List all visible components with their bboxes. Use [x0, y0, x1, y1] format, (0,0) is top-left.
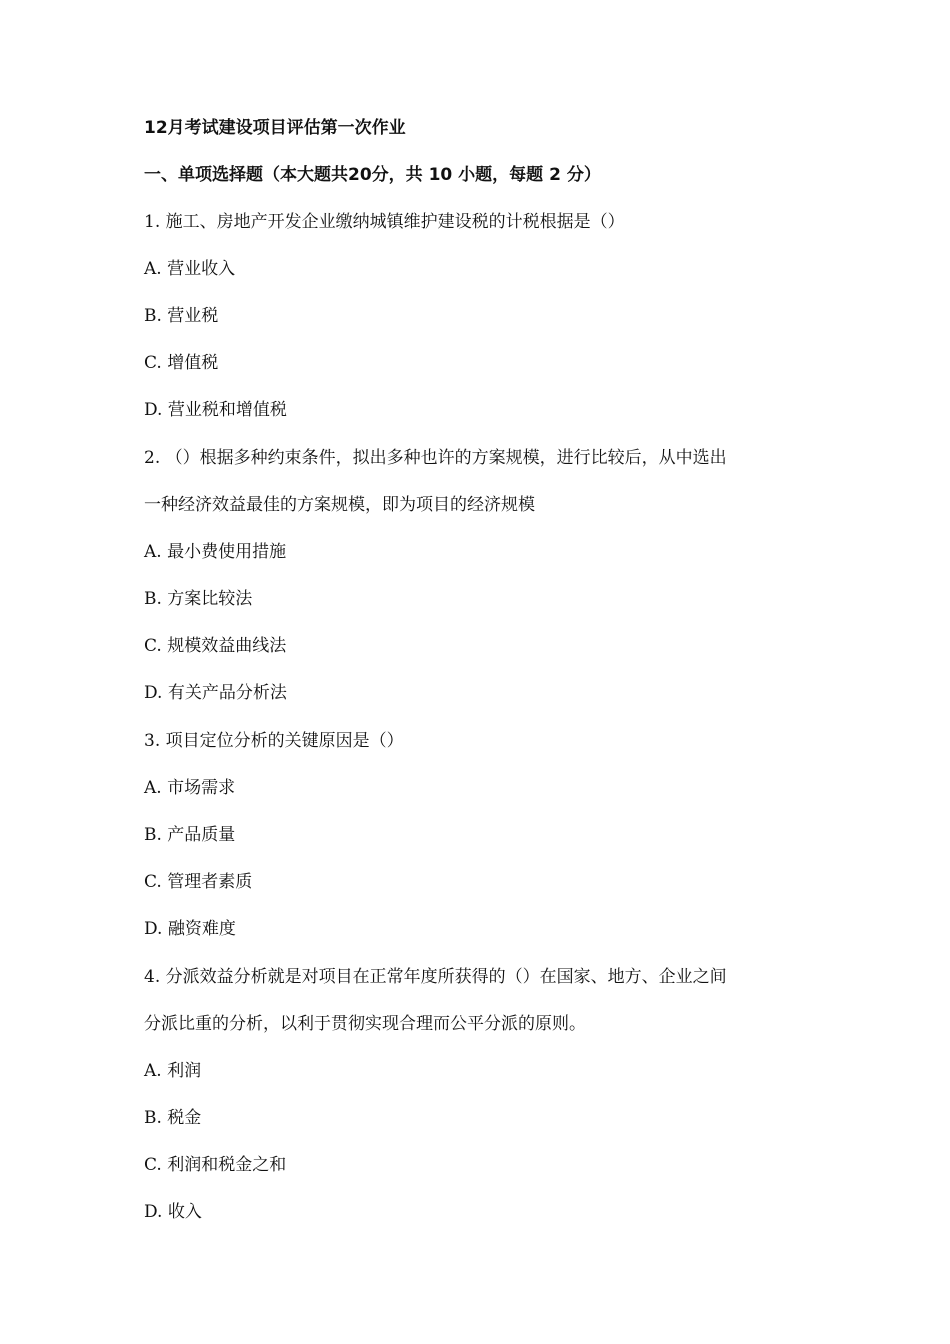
question-2-option-c: C. 规模效益曲线法 — [144, 636, 287, 656]
question-3-text: 3. 项目定位分析的关键原因是（） — [144, 731, 404, 751]
question-2-option-a: A. 最小费使用措施 — [144, 542, 287, 562]
question-1-text: 1. 施工、房地产开发企业缴纳城镇维护建设税的计税根据是（） — [144, 212, 625, 232]
question-4-option-b: B. 税金 — [144, 1108, 202, 1128]
question-1-option-c: C. 增值税 — [144, 353, 219, 373]
question-3-option-d: D. 融资难度 — [144, 919, 236, 939]
question-4-option-c: C. 利润和税金之和 — [144, 1155, 287, 1175]
question-4-text-line-1: 4. 分派效益分析就是对项目在正常年度所获得的（）在国家、地方、企业之间 — [144, 967, 727, 987]
question-2-option-b: B. 方案比较法 — [144, 589, 253, 609]
question-4-option-d: D. 收入 — [144, 1202, 202, 1222]
question-1-option-a: A. 营业收入 — [144, 259, 236, 279]
question-3-option-b: B. 产品质量 — [144, 825, 236, 845]
question-2-option-d: D. 有关产品分析法 — [144, 683, 287, 703]
question-1-option-b: B. 营业税 — [144, 306, 219, 326]
document-title: 12月考试建设项目评估第一次作业 — [144, 118, 406, 138]
question-1-option-d: D. 营业税和增值税 — [144, 400, 287, 420]
question-3-option-a: A. 市场需求 — [144, 778, 236, 798]
question-4-option-a: A. 利润 — [144, 1061, 202, 1081]
section-heading: 一、单项选择题（本大题共20分，共 10 小题，每题 2 分） — [144, 165, 601, 185]
question-2-text-line-2: 一种经济效益最佳的方案规模，即为项目的经济规模 — [144, 495, 535, 515]
question-4-text-line-2: 分派比重的分析，以利于贯彻实现合理而公平分派的原则。 — [144, 1014, 586, 1034]
question-3-option-c: C. 管理者素质 — [144, 872, 253, 892]
question-2-text-line-1: 2. （）根据多种约束条件，拟出多种也许的方案规模，进行比较后，从中选出 — [144, 448, 727, 468]
